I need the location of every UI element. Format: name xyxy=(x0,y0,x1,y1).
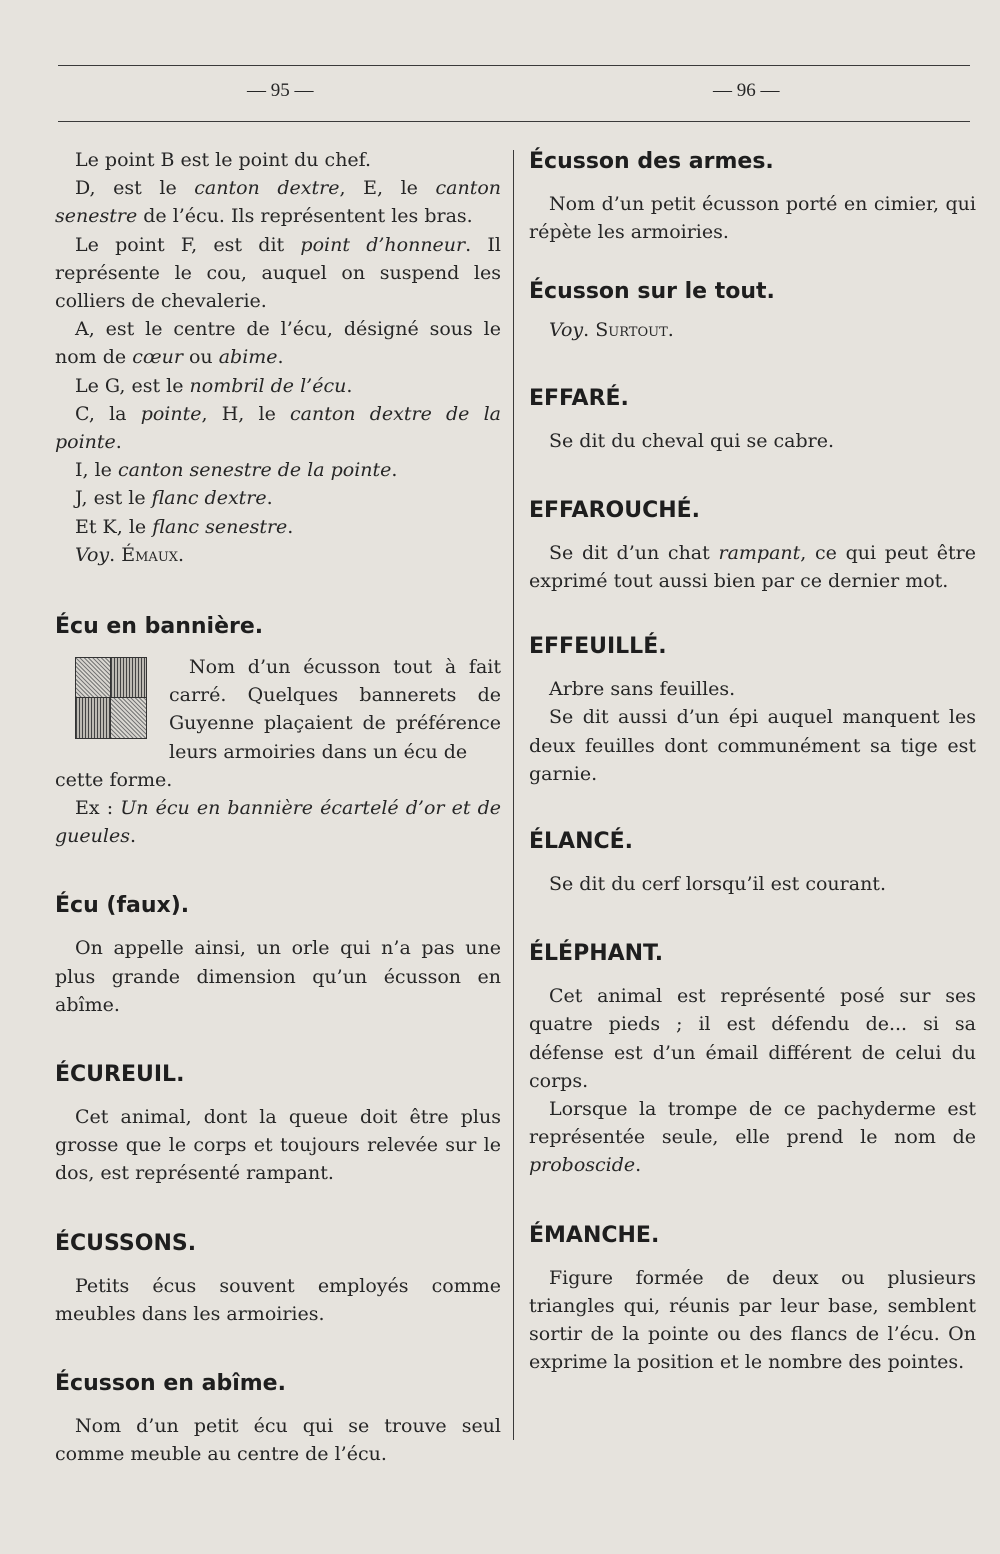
banner-shield-icon xyxy=(75,657,147,739)
entry-title-ecussons: ÉCUSSONS. xyxy=(55,1230,197,1256)
page-number-left: — 95 — xyxy=(247,80,314,101)
text-line: I, le canton senestre de la pointe. xyxy=(75,459,398,482)
header-rule-top xyxy=(58,65,970,66)
entry-title-ecusson-abime: Écusson en abîme. xyxy=(55,1371,286,1397)
text-line: Le point B est le point du chef. xyxy=(75,149,372,171)
entry-title-emanche: ÉMANCHE. xyxy=(529,1222,660,1248)
entry-title-effare: EFFARÉ. xyxy=(529,385,629,411)
text-paragraph: Nom d’un petit écusson porté en cimier, qui répète les armoiries. xyxy=(529,193,976,244)
text-paragraph: Nom d’un petit écu qui se trouve seul comme meuble au centre de l’écu. xyxy=(55,1415,501,1466)
entry-title-ecureuil: ÉCUREUIL. xyxy=(55,1062,185,1088)
text-paragraph: Cet animal, dont la queue doit être plus grosse que le corps et toujours relevée sur le dos, est représenté rampant. xyxy=(55,1106,501,1185)
text-paragraph: Petits écus souvent employés comme meubles dans les armoiries. xyxy=(55,1274,501,1325)
text-paragraph: On appelle ainsi, un orle qui n’a pas une plus grande dimension qu’un écusson en abîme. xyxy=(55,937,501,1016)
text-paragraph: A, est le centre de l’écu, désigné sous le nom de cœur ou abime. xyxy=(55,318,501,369)
text-paragraph: Figure formée de deux ou plusieurs triangles qui, réunis par leur base, semblent sortir de la pointe ou des flancs de l’écu. On exprime la position et le nombre des pointes. xyxy=(529,1266,976,1374)
text-paragraph: Se dit d’un chat rampant, ce qui peut être exprimé tout aussi bien par ce dernier mot. xyxy=(529,541,976,593)
text-line: Le G, est le nombril de l’écu. xyxy=(75,374,353,397)
text-line: Se dit du cerf lorsqu’il est courant. xyxy=(549,873,886,896)
page-number-right: — 96 — xyxy=(713,80,780,101)
text-line: Voy. Surtout. xyxy=(549,319,674,342)
banner-shield-block xyxy=(55,653,501,766)
text-paragraph: C, la pointe, H, le canton dextre de la pointe. xyxy=(55,402,502,454)
text-paragraph: D, est le canton dextre, E, le canton senestre de l’écu. Ils représentent les bras. xyxy=(55,177,502,228)
text-line: J, est le flanc dextre. xyxy=(75,487,273,510)
text-paragraph: Le point F, est dit point d’honneur. Il représente le cou, auquel on suspend les colliers de chevalerie. xyxy=(55,233,501,313)
entry-title-elance: ÉLANCÉ. xyxy=(529,829,634,855)
left-column xyxy=(55,146,501,1469)
text-line: cette forme. xyxy=(55,768,173,791)
entry-title-ecusson-armes: Écusson des armes. xyxy=(529,149,774,174)
text-paragraph: Nom d’un écusson tout à fait carré. Quelques bannerets de Guyenne plaçaient de préférence leurs armoiries dans un écu de xyxy=(169,656,501,763)
entry-title-ecu-banniere: Écu en bannière. xyxy=(55,614,264,640)
entry-title-ecu-faux: Écu (faux). xyxy=(55,893,190,919)
header-rule-bottom xyxy=(58,121,970,122)
entry-title-effarouche: EFFAROUCHÉ. xyxy=(529,497,701,523)
text-line: Et K, le flanc senestre. xyxy=(75,515,294,538)
example-line: Ex : Un écu en bannière écartelé d’or et de gueules. xyxy=(55,797,501,848)
text-line: Arbre sans feuilles. xyxy=(549,678,736,701)
entry-title-elephant: ÉLÉPHANT. xyxy=(529,941,664,967)
text-line: Se dit du cheval qui se cabre. xyxy=(549,429,834,452)
entry-title-ecusson-tout: Écusson sur le tout. xyxy=(529,279,775,305)
entry-title-effeuille: EFFEUILLÉ. xyxy=(529,634,667,660)
right-column xyxy=(529,146,976,1376)
text-line: Voy. Émaux. xyxy=(75,543,185,566)
text-paragraph: Lorsque la trompe de ce pachyderme est représentée seule, elle prend le nom de proboscide. xyxy=(529,1098,976,1177)
text-paragraph: Se dit aussi d’un épi auquel manquent les deux feuilles dont communément sa tige est garnie. xyxy=(529,706,976,785)
text-paragraph: Cet animal est représenté posé sur ses quatre pieds ; il est défendu de... si sa défense est d’un émail différent de celui du corps. xyxy=(529,985,976,1092)
column-divider xyxy=(513,150,514,1440)
